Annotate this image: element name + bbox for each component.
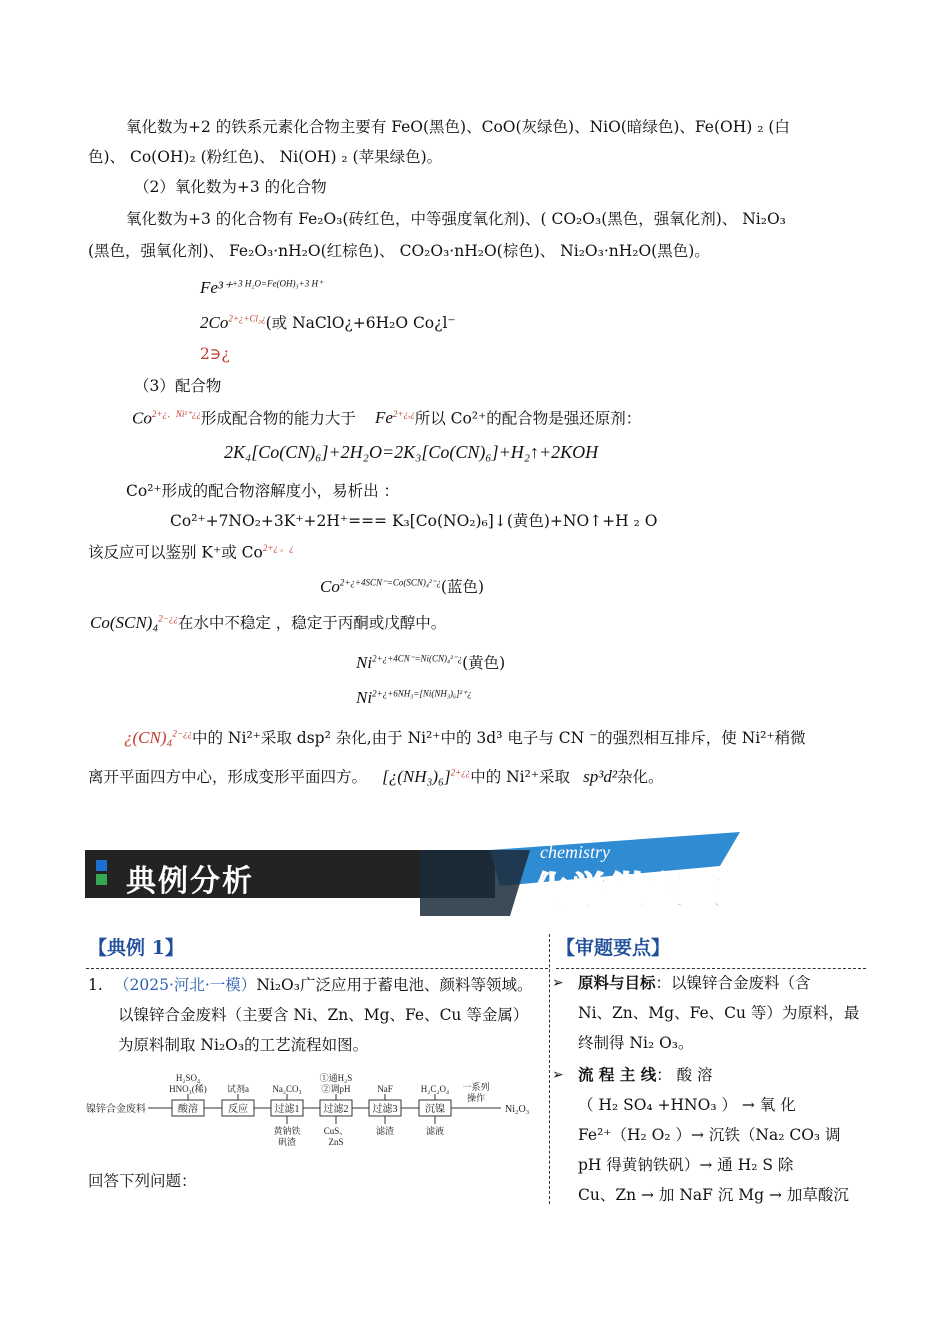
logo-text: 化学微突破 — [532, 869, 723, 913]
flow-residue: 矾渣 — [277, 1137, 297, 1147]
equation-scn — [320, 576, 484, 598]
line5-formula: ¿(CN)₄ — [124, 728, 173, 747]
equation-nitrite: Co²⁺+7NO₂+3K⁺+2H⁺=== K₃[Co(NO₂)₆]↓(黄色)+NO↑+H ₂ O — [170, 512, 658, 530]
equation-co2 — [200, 312, 456, 334]
flow-reagent: ②调pH — [321, 1084, 351, 1094]
banner-title: 典例分析 — [126, 864, 254, 899]
line5-sup: 2−¿¿ — [172, 728, 192, 739]
section3-line3 — [88, 541, 294, 563]
review-b2-line5: Cu、Zn → 加 NaF 沉 Mg → 加草酸沉 — [578, 1186, 849, 1204]
flow-reagent: Na₂CO₃ — [272, 1084, 302, 1094]
banner-logo — [420, 826, 760, 918]
line4-formula: Co(SCN)₄ — [90, 613, 159, 632]
line3-sup: 2+¿ 。¿ — [262, 543, 294, 553]
line6-hybrid: sp³d² — [583, 767, 617, 786]
flow-reagent: 试剂a — [227, 1084, 249, 1094]
flow-step-label: 过滤2 — [323, 1104, 349, 1115]
flow-reagent: H₂SO₄ — [175, 1073, 201, 1083]
flow-residue: CuS、 — [323, 1126, 349, 1136]
review-b1-text: ：以镍锌合金废料（含 — [655, 974, 811, 992]
section2-line1: 氧化数为+3 的化合物有 Fe₂O₃(砖红色，中等强度氧化剂)、( CO₂O₃(黑色，强氧化剂)、 Ni₂O₃ — [126, 210, 786, 228]
column-divider — [549, 934, 550, 1204]
flow-reagent: ①通H₂S — [319, 1073, 353, 1083]
review-b1-line3: 终制得 Ni₂ O₃。 — [578, 1034, 694, 1052]
flow-step-label: 过滤3 — [372, 1104, 398, 1115]
example-line2: 以镍锌合金废料（主要含 Ni、Zn、Mg、Fe、Cu 等金属） — [118, 1006, 529, 1024]
line1-text: 形成配合物的能力大于 — [200, 409, 356, 428]
equation-fe3 — [200, 278, 323, 298]
eq5-main: Co — [320, 577, 340, 596]
eq6-sup: 2+¿+4CN⁻=Ni(CN)₄²⁻¿ — [372, 653, 463, 664]
divider-left — [86, 968, 548, 969]
review-b2-line2: （ H₂ SO₄ +HNO₃ ） → 氧 化 — [578, 1096, 796, 1114]
line3-text: 该反应可以鉴别 K⁺或 Co — [88, 543, 263, 562]
line6-sup: 2+¿¿ — [450, 767, 471, 778]
line4-sup: 2−¿¿ — [158, 613, 178, 624]
para1-line1: 氧化数为+2 的铁系元素化合物主要有 FeO(黑色)、CoO(灰绿色)、NiO(暗绿色)、Fe(OH) ₂ (白 — [126, 118, 790, 136]
review-b1-title: 原料与目标 — [578, 973, 656, 992]
review-b1-line2: Ni、Zn、Mg、Fe、Cu 等）为原料，最 — [578, 1004, 860, 1022]
equation-co2-tail: 2∋¿ — [200, 345, 230, 363]
divider-right — [556, 968, 866, 969]
section3-line4 — [90, 612, 446, 634]
logo-script: chemistry — [540, 842, 610, 862]
eq2-sup: 2+¿+Cl₂¿ — [228, 313, 266, 324]
eq2-main: 2Co — [200, 313, 229, 332]
review-b1-line1 — [578, 972, 811, 994]
eq2-rest: (或 NaClO¿+6H₂O Co¿l⁻ — [265, 314, 456, 332]
example-num: 1. — [88, 976, 103, 994]
logo-shadow — [420, 850, 530, 916]
flow-step-label: 过滤1 — [274, 1104, 300, 1115]
section2-line2: (黑色，强氧化剂)、 Fe₂O₃·nH₂O(红棕色)、 CO₂O₃·nH₂O(棕色)、 Ni₂O₃·nH₂O(黑色)。 — [88, 242, 710, 260]
example-source[interactable]: （2025·河北·一模） — [114, 976, 257, 994]
section3-line6 — [88, 766, 663, 788]
review-b2-line4: pH 得黄钠铁矾）→ 通 H₂ S 除 — [578, 1156, 794, 1174]
line6-formula: [¿(NH₃)₆] — [382, 767, 451, 786]
eq6-main: Ni — [356, 653, 373, 672]
equation-nh3 — [356, 688, 472, 708]
line6-tail: 杂化。 — [616, 768, 664, 786]
process-flowchart — [86, 1058, 538, 1170]
banner-square-icon — [96, 860, 107, 871]
line1-co-sup: 2+¿、Ni²⁺¿¿ — [151, 409, 201, 419]
example-text1: Ni₂O₃广泛应用于蓄电池、颜料等领域。 — [256, 976, 533, 994]
flow-residue: 滤液 — [425, 1126, 445, 1136]
bullet-arrow-icon: ➢ — [552, 1067, 564, 1083]
review-b2-text: ： 酸 溶 — [656, 1066, 713, 1084]
eq1-main: Fe³⁺ — [200, 278, 232, 297]
section2-heading: （2）氧化数为+3 的化合物 — [134, 178, 327, 196]
flow-reagent: HNO₃(稀) — [169, 1084, 207, 1094]
review-header: 【审题要点】 — [556, 937, 671, 959]
line1-fe: Fe — [374, 408, 393, 428]
line1-fe-sup: 2+¿,¿ — [392, 409, 415, 419]
eq5-sup: 2+¿+4SCN⁻=Co(SCN)₄²⁻¿ — [339, 577, 441, 588]
section3-heading: （3）配合物 — [134, 377, 222, 395]
line1-tail: 所以 Co²⁺的配合物是强还原剂： — [414, 409, 642, 428]
flow-reagent: H₂C₂O₄ — [420, 1084, 450, 1094]
flow-series-label: 一系列 — [462, 1082, 490, 1092]
example-header: 【典例 1】 — [88, 937, 184, 959]
review-b2-title: 流 程 主 线 — [578, 1065, 657, 1084]
flow-step-label: 反应 — [228, 1104, 248, 1115]
line5-text: 中的 Ni²⁺采取 dsp² 杂化,由于 Ni²⁺中的 3d³ 电子与 CN ⁻的强烈相互排斥，使 Ni²⁺稍微 — [192, 729, 806, 747]
para1-line2: 色)、 Co(OH)₂ (粉红色)、 Ni(OH) ₂ (苹果绿色)。 — [88, 148, 443, 166]
flow-end: Ni₂O₃ — [505, 1104, 530, 1115]
equation-kcn: 2K₄[Co(CN)₆]+2H₂O=2K₃[Co(CN)₆]+H₂↑+2KOH — [224, 442, 599, 462]
line6-text: 离开平面四方中心，形成变形平面四方。 — [88, 768, 368, 786]
eq1-sup: +3 H₂O=Fe(OH)₃+3 H⁺ — [232, 278, 323, 289]
section3-line1 — [132, 407, 641, 429]
example-line1 — [114, 974, 532, 996]
line6-text2: 中的 Ni²⁺采取 — [470, 768, 571, 786]
review-b2-line1 — [578, 1064, 713, 1086]
flow-step-label: 沉镍 — [425, 1104, 445, 1115]
example-line3: 为原料制取 Ni₂O₃的工艺流程如图。 — [118, 1036, 369, 1054]
flow-residue: 滤渣 — [375, 1126, 395, 1136]
line4-text: 在水中不稳定 ，稳定于丙酮或戊醇中。 — [177, 614, 447, 632]
flow-step-label: 酸溶 — [178, 1104, 198, 1115]
section3-line5 — [124, 727, 806, 749]
section3-line2: Co²⁺形成的配合物溶解度小，易析出 ： — [126, 482, 400, 500]
banner-square-icon — [96, 874, 107, 885]
line1-co: Co — [132, 408, 152, 428]
flow-series-label: 操作 — [466, 1093, 486, 1103]
flow-start: 镍锌合金废料 — [86, 1104, 146, 1115]
eq7-sup: 2+¿+6NH₃=[Ni(NH₃)₆]²⁺¿ — [372, 688, 472, 699]
flow-residue: ZnS — [328, 1137, 344, 1147]
review-b2-line3: Fe²⁺（H₂ O₂ ）→ 沉铁（Na₂ CO₃ 调 — [578, 1126, 841, 1144]
flow-reagent: NaF — [377, 1084, 393, 1094]
bullet-arrow-icon: ➢ — [552, 975, 564, 991]
eq6-note: (黄色) — [462, 654, 506, 672]
example-question: 回答下列问题： — [88, 1172, 197, 1190]
eq7-main: Ni — [356, 688, 373, 707]
equation-cn — [356, 652, 505, 674]
eq5-note: (蓝色) — [440, 578, 485, 596]
flow-residue: 黄钠铁 — [273, 1126, 301, 1136]
